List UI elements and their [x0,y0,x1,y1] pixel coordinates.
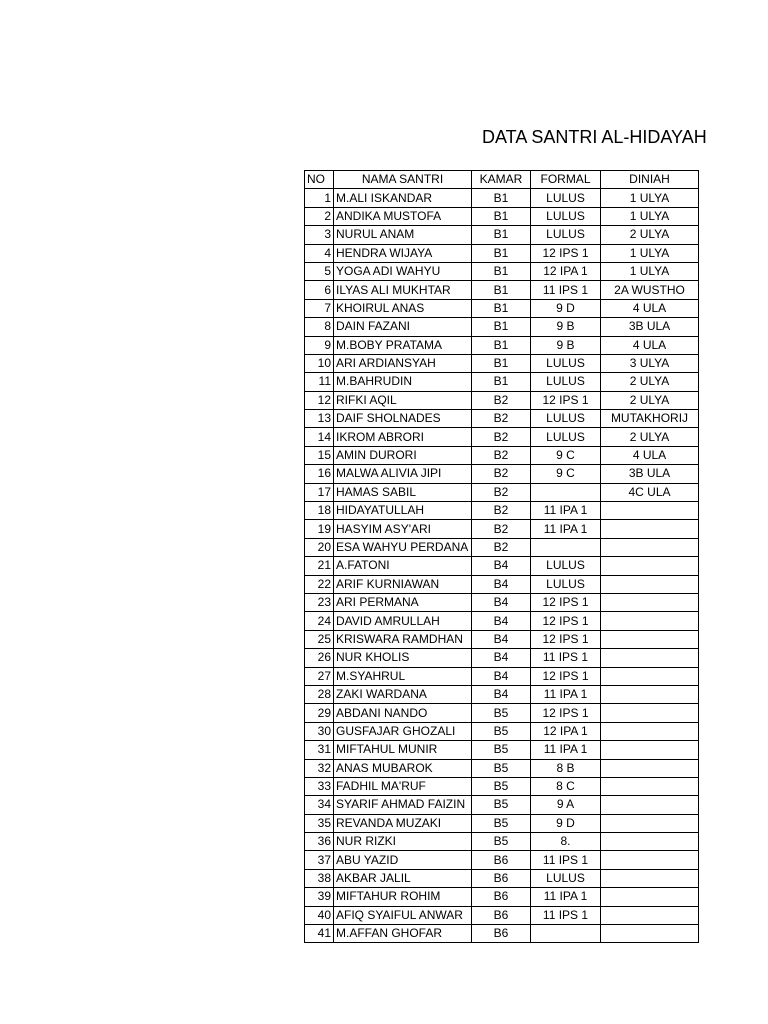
table-row [305,888,699,906]
cell-nama-santri: RIFKI AQIL [334,391,472,409]
table-row [305,814,699,832]
table-row [305,575,699,593]
table-row [305,630,699,648]
cell-nama-santri: HENDRA WIJAYA [334,244,472,262]
cell-nama-santri: MIFTAHUL MUNIR [334,741,472,759]
cell-kamar: B1 [472,207,531,225]
cell-formal: LULUS [531,207,601,225]
cell-kamar: B1 [472,244,531,262]
table-row [305,538,699,556]
cell-nama-santri: FADHIL MA'RUF [334,777,472,795]
cell-no: 12 [305,391,334,409]
cell-diniah [601,906,699,924]
cell-kamar: B4 [472,593,531,611]
cell-no: 40 [305,906,334,924]
table-row [305,262,699,280]
header-row [305,171,699,189]
cell-diniah: 2 ULYA [601,428,699,446]
cell-nama-santri: KRISWARA RAMDHAN [334,630,472,648]
cell-diniah: 1 ULYA [601,244,699,262]
cell-diniah [601,520,699,538]
cell-diniah: 4C ULA [601,483,699,501]
cell-diniah [601,502,699,520]
cell-no: 32 [305,759,334,777]
header-formal: FORMAL [531,171,601,189]
cell-no: 9 [305,336,334,354]
cell-no: 16 [305,465,334,483]
cell-kamar: B1 [472,354,531,372]
cell-formal: 8 C [531,777,601,795]
table-row [305,685,699,703]
cell-kamar: B6 [472,851,531,869]
table-row [305,226,699,244]
cell-kamar: B6 [472,888,531,906]
cell-no: 30 [305,722,334,740]
table-row [305,373,699,391]
cell-kamar: B2 [472,538,531,556]
cell-formal: 11 IPA 1 [531,888,601,906]
cell-nama-santri: ARI PERMANA [334,593,472,611]
cell-diniah [601,925,699,943]
cell-diniah [601,630,699,648]
table-row [305,281,699,299]
cell-formal: 12 IPA 1 [531,722,601,740]
cell-nama-santri: ARI ARDIANSYAH [334,354,472,372]
cell-no: 33 [305,777,334,795]
cell-nama-santri: ABU YAZID [334,851,472,869]
table-row [305,428,699,446]
cell-diniah: 1 ULYA [601,189,699,207]
cell-nama-santri: ANAS MUBAROK [334,759,472,777]
cell-no: 35 [305,814,334,832]
cell-nama-santri: NURUL ANAM [334,226,472,244]
cell-diniah: 2 ULYA [601,373,699,391]
cell-nama-santri: M.SYAHRUL [334,667,472,685]
table-row [305,759,699,777]
cell-no: 41 [305,925,334,943]
cell-kamar: B4 [472,630,531,648]
table-row [305,391,699,409]
cell-diniah: 4 ULA [601,299,699,317]
table-row [305,869,699,887]
cell-nama-santri: SYARIF AHMAD FAIZIN [334,796,472,814]
cell-kamar: B1 [472,299,531,317]
cell-nama-santri: ANDIKA MUSTOFA [334,207,472,225]
cell-kamar: B1 [472,281,531,299]
cell-nama-santri: NUR RIZKI [334,833,472,851]
cell-no: 1 [305,189,334,207]
cell-kamar: B4 [472,685,531,703]
cell-kamar: B5 [472,814,531,832]
cell-diniah [601,888,699,906]
cell-diniah: 2 ULYA [601,391,699,409]
table-row [305,446,699,464]
cell-no: 8 [305,318,334,336]
cell-formal: LULUS [531,869,601,887]
cell-kamar: B5 [472,704,531,722]
cell-kamar: B1 [472,262,531,280]
table-row [305,207,699,225]
header-kamar: KAMAR [472,171,531,189]
cell-nama-santri: ESA WAHYU PERDANA [334,538,472,556]
table-row [305,796,699,814]
cell-no: 20 [305,538,334,556]
cell-kamar: B5 [472,741,531,759]
cell-diniah [601,593,699,611]
cell-no: 17 [305,483,334,501]
cell-diniah [601,612,699,630]
cell-formal: 8. [531,833,601,851]
cell-diniah: 1 ULYA [601,262,699,280]
cell-formal: 12 IPS 1 [531,630,601,648]
cell-kamar: B4 [472,649,531,667]
cell-nama-santri: ZAKI WARDANA [334,685,472,703]
cell-nama-santri: HAMAS SABIL [334,483,472,501]
cell-diniah: 2 ULYA [601,226,699,244]
cell-formal: 9 B [531,318,601,336]
cell-no: 7 [305,299,334,317]
header-no: NO [305,171,334,189]
cell-formal: LULUS [531,354,601,372]
cell-no: 31 [305,741,334,759]
cell-diniah [601,667,699,685]
table-row [305,557,699,575]
cell-nama-santri: ABDANI NANDO [334,704,472,722]
cell-nama-santri: ILYAS ALI MUKHTAR [334,281,472,299]
cell-kamar: B4 [472,667,531,685]
cell-kamar: B4 [472,575,531,593]
cell-formal [531,538,601,556]
cell-formal: LULUS [531,557,601,575]
santri-table [304,170,699,943]
cell-diniah [601,741,699,759]
cell-formal: LULUS [531,410,601,428]
cell-formal: 8 B [531,759,601,777]
cell-formal: 9 C [531,465,601,483]
cell-formal: LULUS [531,575,601,593]
cell-formal: 12 IPS 1 [531,612,601,630]
table-row [305,244,699,262]
cell-no: 36 [305,833,334,851]
document-title: DATA SANTRI AL-HIDAYAH [482,127,707,147]
cell-no: 10 [305,354,334,372]
table-row [305,925,699,943]
cell-formal: 11 IPA 1 [531,520,601,538]
table-row [305,354,699,372]
cell-no: 37 [305,851,334,869]
table-row [305,189,699,207]
cell-kamar: B2 [472,391,531,409]
cell-formal: 12 IPS 1 [531,244,601,262]
cell-kamar: B2 [472,446,531,464]
cell-diniah [601,869,699,887]
table-row [305,667,699,685]
cell-no: 6 [305,281,334,299]
cell-no: 2 [305,207,334,225]
cell-nama-santri: MIFTAHUR ROHIM [334,888,472,906]
cell-kamar: B5 [472,833,531,851]
cell-diniah [601,557,699,575]
cell-no: 13 [305,410,334,428]
table-row [305,906,699,924]
cell-diniah [601,814,699,832]
cell-no: 29 [305,704,334,722]
cell-formal: 12 IPA 1 [531,262,601,280]
cell-diniah [601,796,699,814]
cell-nama-santri: M.AFFAN GHOFAR [334,925,472,943]
cell-formal: 12 IPS 1 [531,667,601,685]
cell-kamar: B1 [472,189,531,207]
cell-formal [531,483,601,501]
cell-kamar: B2 [472,502,531,520]
cell-formal: 9 D [531,814,601,832]
cell-no: 25 [305,630,334,648]
cell-diniah: 4 ULA [601,336,699,354]
cell-kamar: B4 [472,612,531,630]
cell-kamar: B5 [472,777,531,795]
cell-diniah [601,649,699,667]
cell-nama-santri: M.BAHRUDIN [334,373,472,391]
table-row [305,722,699,740]
cell-formal: 9 A [531,796,601,814]
cell-formal: 12 IPS 1 [531,704,601,722]
cell-kamar: B6 [472,869,531,887]
table-row [305,465,699,483]
table-row [305,649,699,667]
cell-formal: 11 IPS 1 [531,649,601,667]
cell-no: 27 [305,667,334,685]
cell-kamar: B2 [472,520,531,538]
cell-diniah [601,833,699,851]
cell-nama-santri: DAVID AMRULLAH [334,612,472,630]
cell-kamar: B5 [472,759,531,777]
cell-formal: LULUS [531,226,601,244]
cell-formal: 11 IPS 1 [531,906,601,924]
cell-diniah [601,538,699,556]
cell-nama-santri: HASYIM ASY'ARI [334,520,472,538]
cell-no: 39 [305,888,334,906]
table-row [305,777,699,795]
cell-no: 22 [305,575,334,593]
cell-kamar: B1 [472,226,531,244]
cell-nama-santri: AFIQ SYAIFUL ANWAR [334,906,472,924]
cell-nama-santri: KHOIRUL ANAS [334,299,472,317]
cell-formal: 9 B [531,336,601,354]
cell-formal: 9 C [531,446,601,464]
cell-no: 19 [305,520,334,538]
cell-diniah: MUTAKHORIJ [601,410,699,428]
cell-no: 24 [305,612,334,630]
cell-kamar: B5 [472,722,531,740]
cell-diniah: 3B ULA [601,465,699,483]
cell-kamar: B2 [472,428,531,446]
cell-formal: LULUS [531,189,601,207]
cell-diniah [601,722,699,740]
cell-no: 26 [305,649,334,667]
table-row [305,741,699,759]
cell-diniah: 3 ULYA [601,354,699,372]
cell-kamar: B2 [472,483,531,501]
cell-kamar: B1 [472,336,531,354]
cell-no: 21 [305,557,334,575]
header-nama-santri: NAMA SANTRI [334,171,472,189]
cell-nama-santri: REVANDA MUZAKI [334,814,472,832]
cell-formal: LULUS [531,373,601,391]
cell-no: 28 [305,685,334,703]
table-row [305,483,699,501]
cell-diniah [601,851,699,869]
table-row [305,336,699,354]
table-row [305,520,699,538]
cell-diniah [601,685,699,703]
cell-formal: 11 IPA 1 [531,741,601,759]
cell-nama-santri: IKROM ABRORI [334,428,472,446]
cell-nama-santri: MALWA ALIVIA JIPI [334,465,472,483]
cell-nama-santri: AMIN DURORI [334,446,472,464]
table-row [305,612,699,630]
cell-formal: 11 IPS 1 [531,851,601,869]
cell-diniah: 1 ULYA [601,207,699,225]
cell-diniah [601,575,699,593]
cell-nama-santri: GUSFAJAR GHOZALI [334,722,472,740]
cell-kamar: B2 [472,465,531,483]
cell-formal [531,925,601,943]
cell-kamar: B1 [472,373,531,391]
table-row [305,593,699,611]
cell-kamar: B6 [472,925,531,943]
cell-formal: 11 IPA 1 [531,685,601,703]
cell-no: 4 [305,244,334,262]
cell-no: 38 [305,869,334,887]
table-row [305,318,699,336]
cell-no: 15 [305,446,334,464]
cell-kamar: B5 [472,796,531,814]
cell-diniah: 2A WUSTHO [601,281,699,299]
cell-diniah: 3B ULA [601,318,699,336]
cell-nama-santri: ARIF KURNIAWAN [334,575,472,593]
cell-formal: 11 IPS 1 [531,281,601,299]
cell-kamar: B1 [472,318,531,336]
cell-formal: 11 IPA 1 [531,502,601,520]
cell-diniah: 4 ULA [601,446,699,464]
cell-no: 3 [305,226,334,244]
header-diniah: DINIAH [601,171,699,189]
cell-kamar: B4 [472,557,531,575]
cell-diniah [601,777,699,795]
table-row [305,704,699,722]
cell-formal: 12 IPS 1 [531,391,601,409]
table-row [305,502,699,520]
table-row [305,851,699,869]
cell-formal: LULUS [531,428,601,446]
cell-nama-santri: NUR KHOLIS [334,649,472,667]
cell-nama-santri: M.BOBY PRATAMA [334,336,472,354]
table-body [305,189,699,943]
table-row [305,299,699,317]
cell-formal: 12 IPS 1 [531,593,601,611]
cell-nama-santri: HIDAYATULLAH [334,502,472,520]
cell-kamar: B2 [472,410,531,428]
cell-no: 23 [305,593,334,611]
cell-no: 14 [305,428,334,446]
cell-nama-santri: AKBAR JALIL [334,869,472,887]
table-row [305,410,699,428]
cell-no: 5 [305,262,334,280]
cell-no: 18 [305,502,334,520]
cell-nama-santri: A.FATONI [334,557,472,575]
cell-nama-santri: YOGA ADI WAHYU [334,262,472,280]
cell-diniah [601,759,699,777]
cell-diniah [601,704,699,722]
cell-nama-santri: DAIN FAZANI [334,318,472,336]
table-row [305,833,699,851]
cell-kamar: B6 [472,906,531,924]
cell-no: 34 [305,796,334,814]
cell-nama-santri: M.ALI ISKANDAR [334,189,472,207]
cell-no: 11 [305,373,334,391]
cell-formal: 9 D [531,299,601,317]
cell-nama-santri: DAIF SHOLNADES [334,410,472,428]
